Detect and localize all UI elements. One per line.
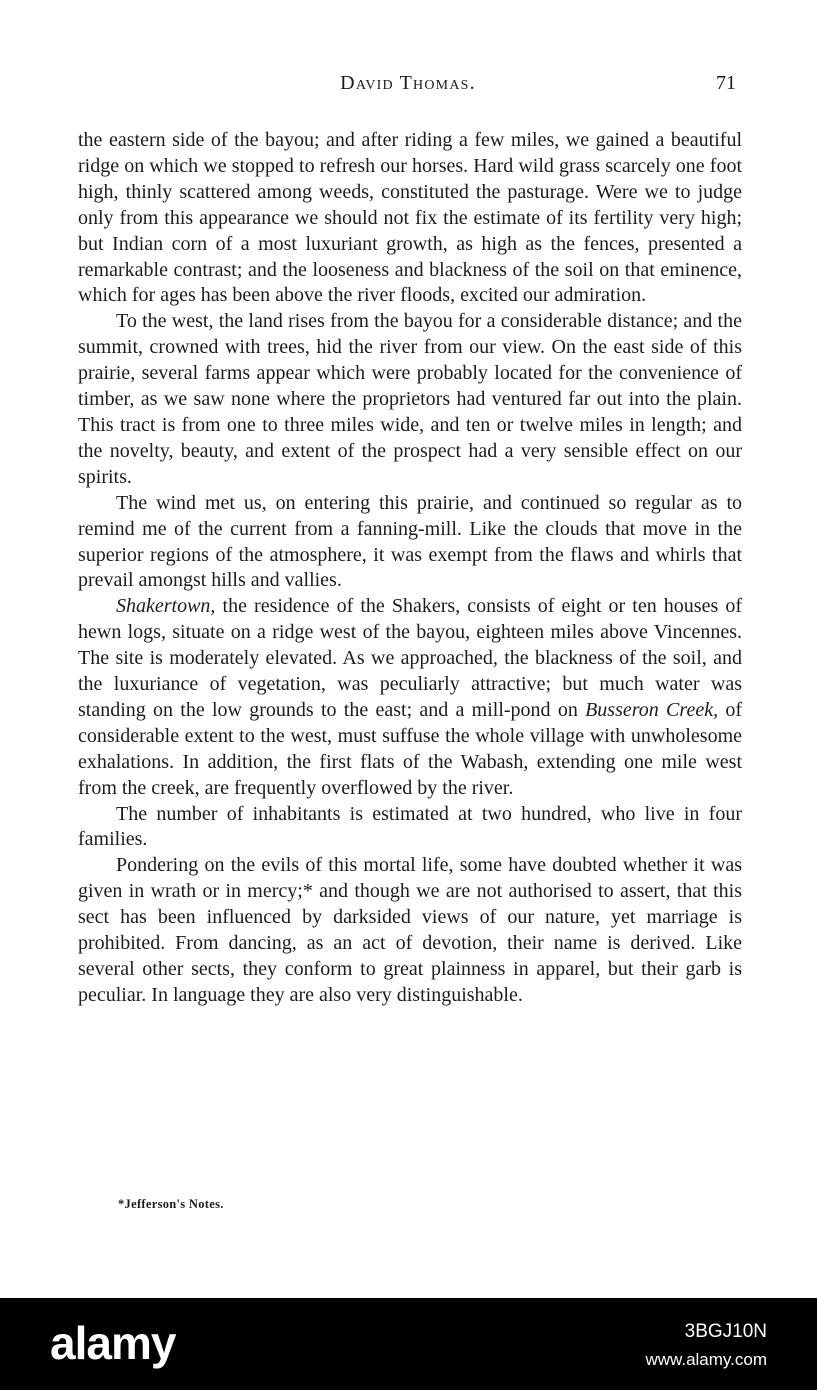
italic-term-busseron-creek: Busseron Creek, — [585, 698, 719, 721]
watermark-logo: alamy — [50, 1317, 176, 1369]
paragraph: The wind met us, on entering this prairie, and continued so regular as to remind me of the current from a fanning-mill. Like the clouds that move in the superior regions of the atmosphere, it was exempt from the flaws and whirls that prevail amongst hills and vallies. — [78, 491, 742, 592]
page-number: 71 — [716, 72, 736, 94]
watermark-url: www.alamy.com — [645, 1350, 767, 1369]
watermark-info — [645, 1318, 767, 1374]
body-text — [78, 128, 742, 1009]
paragraph: To the west, the land rises from the bayou for a considerable distance; and the summit, crowned with trees, hid the river from our view. On the east side of this prairie, several farms appear which were probably located for the convenience of timber, as we saw none where the proprietors had ventured far out into the plain. This tract is from one to three miles wide, and ten or twelve miles in length; and the novelty, beauty, and extent of the prospect had a very sensible effect on our spirits. — [78, 310, 742, 488]
footnote: *Jefferson's Notes. — [118, 1197, 224, 1211]
watermark-bar — [0, 1298, 817, 1390]
paragraph-text: the residence of the Shakers, consists of eight or ten houses of hewn logs, situate on a ridge west of the bayou, eighteen miles above Vincennes. The site is moderately elevated. As we approached, the blackness of the soil, and the luxuriance of vegetation, was peculiarly attractive; but much water was standing on the low grounds to the east; and a mill-pond on — [78, 595, 742, 721]
page-header — [78, 72, 738, 102]
paragraph — [78, 594, 742, 801]
italic-term-shakertown: Shakertown, — [116, 595, 216, 618]
paragraph: The number of inhabitants is estimated at two hundred, who live in four families. — [78, 802, 742, 851]
paragraph: the eastern side of the bayou; and after riding a few miles, we gained a beautiful ridge on which we stopped to refresh our horses. Hard wild grass scarcely one foot high, thinly scattered among weeds, constituted the pasturage. Were we to judge only from this appearance we should not fix the estimate of its fertility very high; but Indian corn of a most luxuriant growth, as high as the fences, presented a remarkable contrast; and the looseness and blackness of the soil on that eminence, which for ages has been above the river floods, excited our admiration. — [78, 129, 742, 307]
paragraph: Pondering on the evils of this mortal life, some have doubted whether it was given in wrath or in mercy;* and though we are not authorised to assert, that this sect has been influenced by darksided views of our nature, yet marriage is prohibited. From dancing, as an act of devotion, their name is derived. Like several other sects, they conform to great plainness in apparel, but their garb is peculiar. In language they are also very distinguishable. — [78, 854, 742, 1006]
running-head: David Thomas. — [340, 72, 476, 94]
watermark-image-id: 3BGJ10N — [684, 1321, 767, 1342]
paragraph-text: of considerable extent to the west, must suffuse the whole village with unwholesome exhalations. In addition, the first flats of the Wabash, extending one mile west from the creek, are frequently overflowed by the river. — [78, 698, 743, 799]
